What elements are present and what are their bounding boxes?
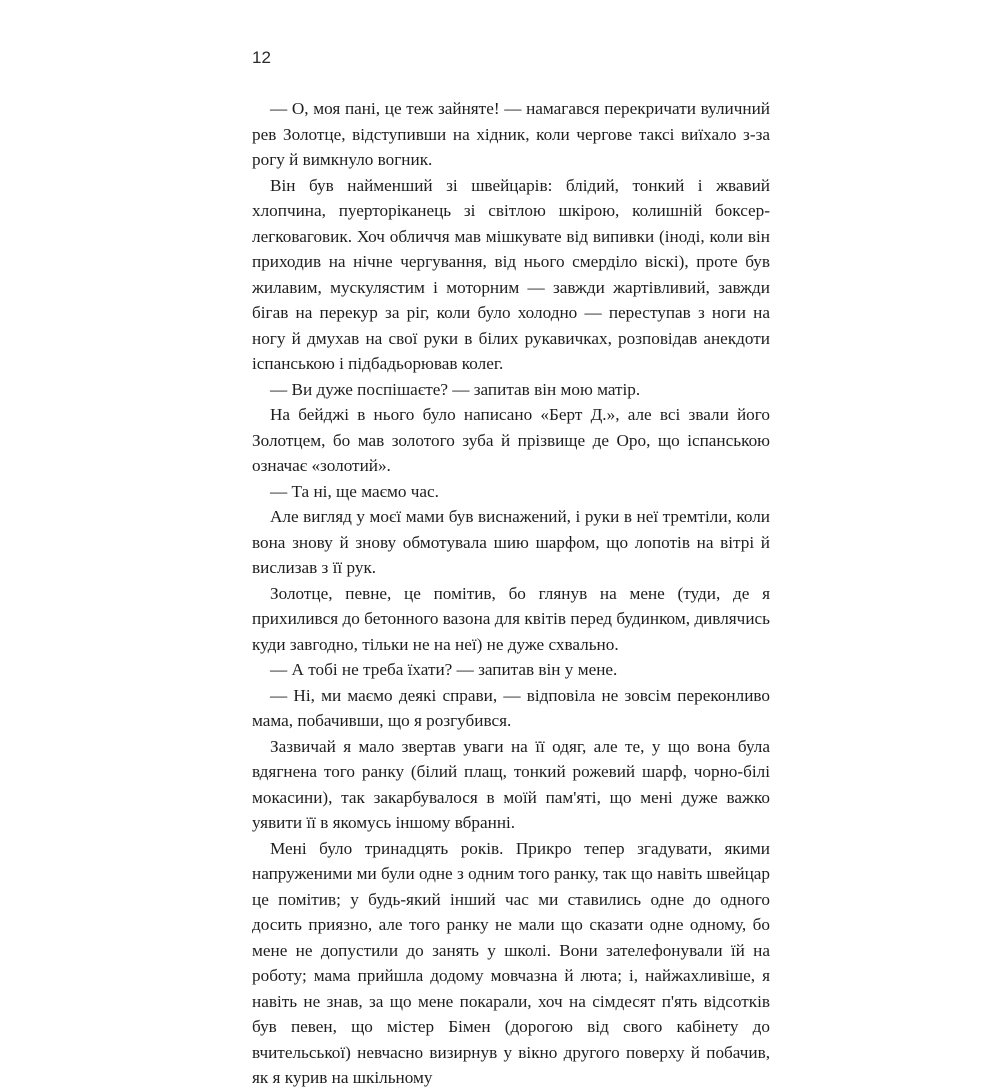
body-text	[252, 96, 770, 1091]
page-number: 12	[252, 48, 271, 67]
paragraph: Він був найменший зі швейцарів: блідий, тонкий і жвавий хлопчина, пуерторіканець зі світлою шкірою, колишній боксер-легковаговик. Хоч обличчя мав мішкувате від випивки (іноді, коли він приходив на нічне чергування, від нього смерділо віскі), проте був жилавим, мускулястим і моторним — завжди жартівливий, завжди бігав на перекур за ріг, коли було холодно — переступав з ноги на ногу й дмухав на свої руки в білих рукавичках, розповідав анекдоти іспанською і підбадьорював колег.	[252, 175, 770, 373]
paragraph: — О, моя пані, це теж зайняте! — намагався перекричати вуличний рев Золотце, відступивши на хідник, коли чергове таксі виїхало з-за рогу й вимкнуло вогник.	[252, 99, 770, 169]
paragraph: — Ви дуже поспішаєте? — запитав він мою матір.	[270, 379, 641, 399]
paragraph: Золотце, певне, це помітив, бо глянув на мене (туди, де я прихилився до бетонного вазона для квітів перед будинком, дивлячись куди завгодно, тільки не на неї) не дуже схвально.	[252, 583, 770, 654]
paragraph: — Та ні, ще маємо час.	[270, 481, 439, 501]
paragraph: Зазвичай я мало звертав уваги на її одяг, але те, у що вона була вдягнена того ранку (білий плащ, тонкий рожевий шарф, чорно-білі мокасини), так закарбувалося в моїй пам'яті, що мені дуже важко уявити її в якомусь іншому вбранні.	[252, 736, 770, 832]
paragraph: На бейджі в нього було написано «Берт Д.», але всі звали його Золотцем, бо мав золотого зуба й прізвище де Оро, що іспанською означає «золотий».	[252, 405, 770, 475]
paragraph: — А тобі не треба їхати? — запитав він у мене.	[270, 660, 618, 679]
paragraph: Але вигляд у моєї мами був виснажений, і руки в неї тремтіли, коли вона знову й знову обмотувала шию шарфом, що лопотів на вітрі й вислизав з її рук.	[252, 507, 770, 577]
paragraph: Мені було тринадцять років. Прикро тепер згадувати, якими напруженими ми були одне з одним того ранку, так що навіть швейцар це помітив; у будь-який інший час ми ставились одне до одного досить приязно, але того ранку не мали що сказати одне одному, бо мене не допустили до занять у школі. Вони зателефонували їй на роботу; мама прийшла додому мовчазна й люта; і, найжахливіше, я навіть не знав, за що мене покарали, хоч на сімдесят п'ять відсотків був певен, що містер Бімен (дорогою від свого кабінету до вчительської) невчасно визирнув у вікно другого поверху й побачив, як я курив на шкільному	[252, 838, 770, 1087]
paragraph: — Ні, ми маємо деякі справи, — відповіла не зовсім переконливо мама, побачивши, що я розгубився.	[252, 685, 770, 730]
